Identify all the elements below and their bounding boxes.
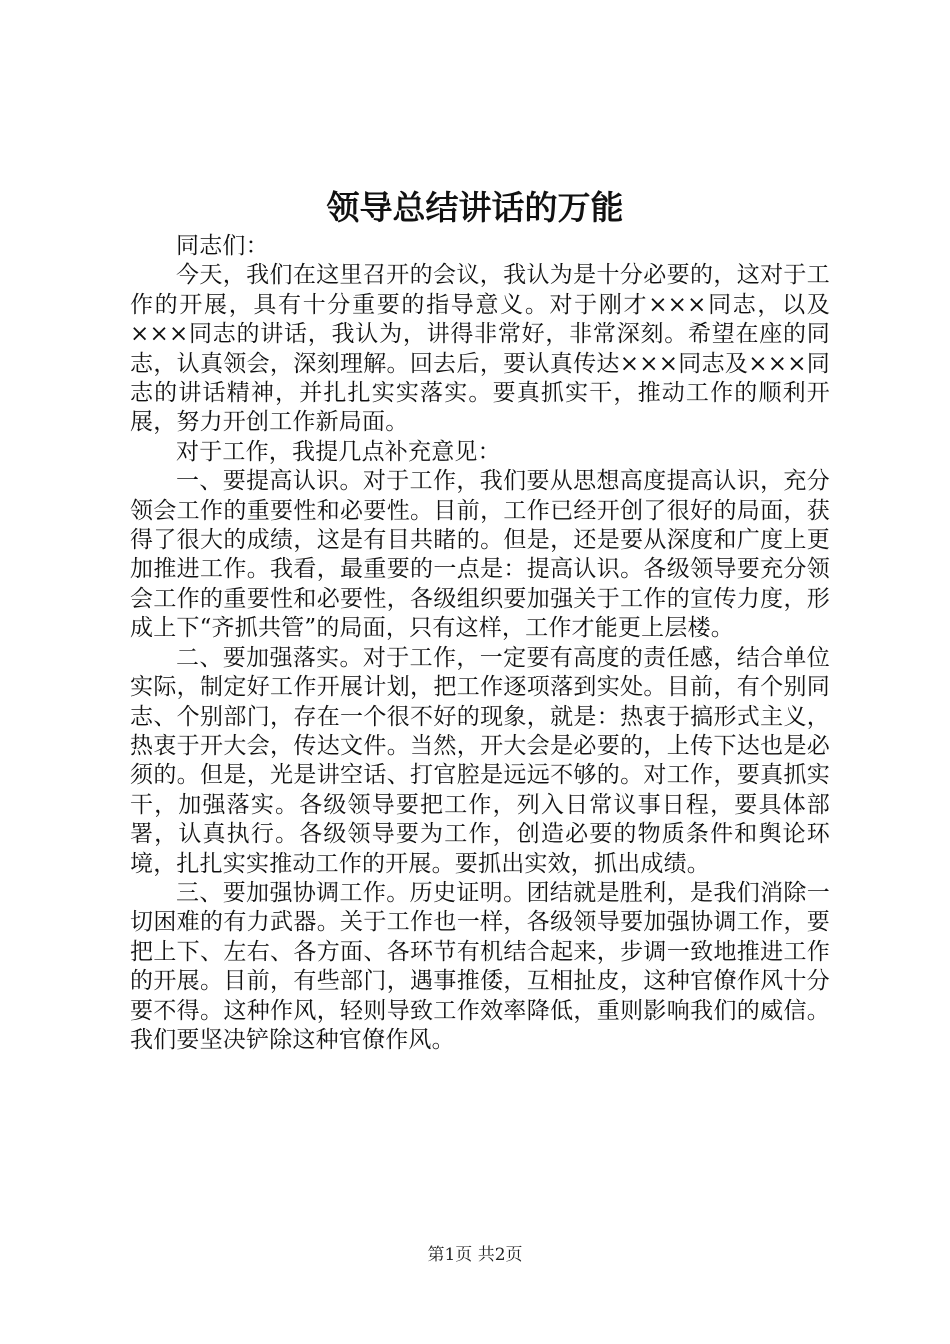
paragraph-opening: 今天，我们在这里召开的会议，我认为是十分必要的，这对于工作的开展，具有十分重要的指导意义。对于刚才×××同志，以及×××同志的讲话，我认为，讲得非常好，非常深刻。希望在座的同志，认真领会，深刻理解。回去后，要认真传达×××同志及×××同志的讲话精神，并扎扎实实落实。要真抓实干，推动工作的顺利开展，努力开创工作新局面。	[130, 262, 830, 436]
document-title: 领导总结讲话的万能	[326, 188, 624, 227]
paragraph-point-one: 一、要提高认识。对于工作，我们要从思想高度提高认识，充分领会工作的重要性和必要性。目前，工作已经开创了很好的局面，获得了很大的成绩，这是有目共睹的。但是，还是要从深度和广度上更加推进工作。我看，最重要的一点是：提高认识。各级领导要充分领会工作的重要性和必要性，各级组织要加强关于工作的宣传力度，形成上下“齐抓共管”的局面，只有这样，工作才能更上层楼。	[130, 468, 830, 642]
salutation: 同志们：	[176, 233, 269, 259]
page-number-footer: 第1页 共2页	[427, 1245, 523, 1265]
document-body	[130, 232, 830, 1055]
paragraph-point-two: 二、要加强落实。对于工作，一定要有高度的责任感，结合单位实际，制定好工作开展计划，把工作逐项落到实处。目前，有个别同志、个别部门，存在一个很不好的现象，就是：热衷于搞形式主义，热衷于开大会，传达文件。当然，开大会是必要的，上传下达也是必须的。但是，光是讲空话、打官腔是远远不够的。对工作，要真抓实干，加强落实。各级领导要把工作，列入日常议事日程，要具体部署，认真执行。各级领导要为工作，创造必要的物质条件和舆论环境，扎扎实实推动工作的开展。要抓出实效，抓出成绩。	[130, 644, 830, 877]
paragraph-point-three: 三、要加强协调工作。历史证明。团结就是胜利，是我们消除一切困难的有力武器。关于工作也一样，各级领导要加强协调工作，要把上下、左右、各方面、各环节有机结合起来，步调一致地推进工作的开展。目前，有些部门，遇事推倭，互相扯皮，这种官僚作风十分要不得。这种作风，轻则导致工作效率降低，重则影响我们的威信。我们要坚决铲除这种官僚作风。	[130, 879, 830, 1053]
paragraph-intro-points: 对于工作，我提几点补充意见：	[176, 438, 501, 465]
